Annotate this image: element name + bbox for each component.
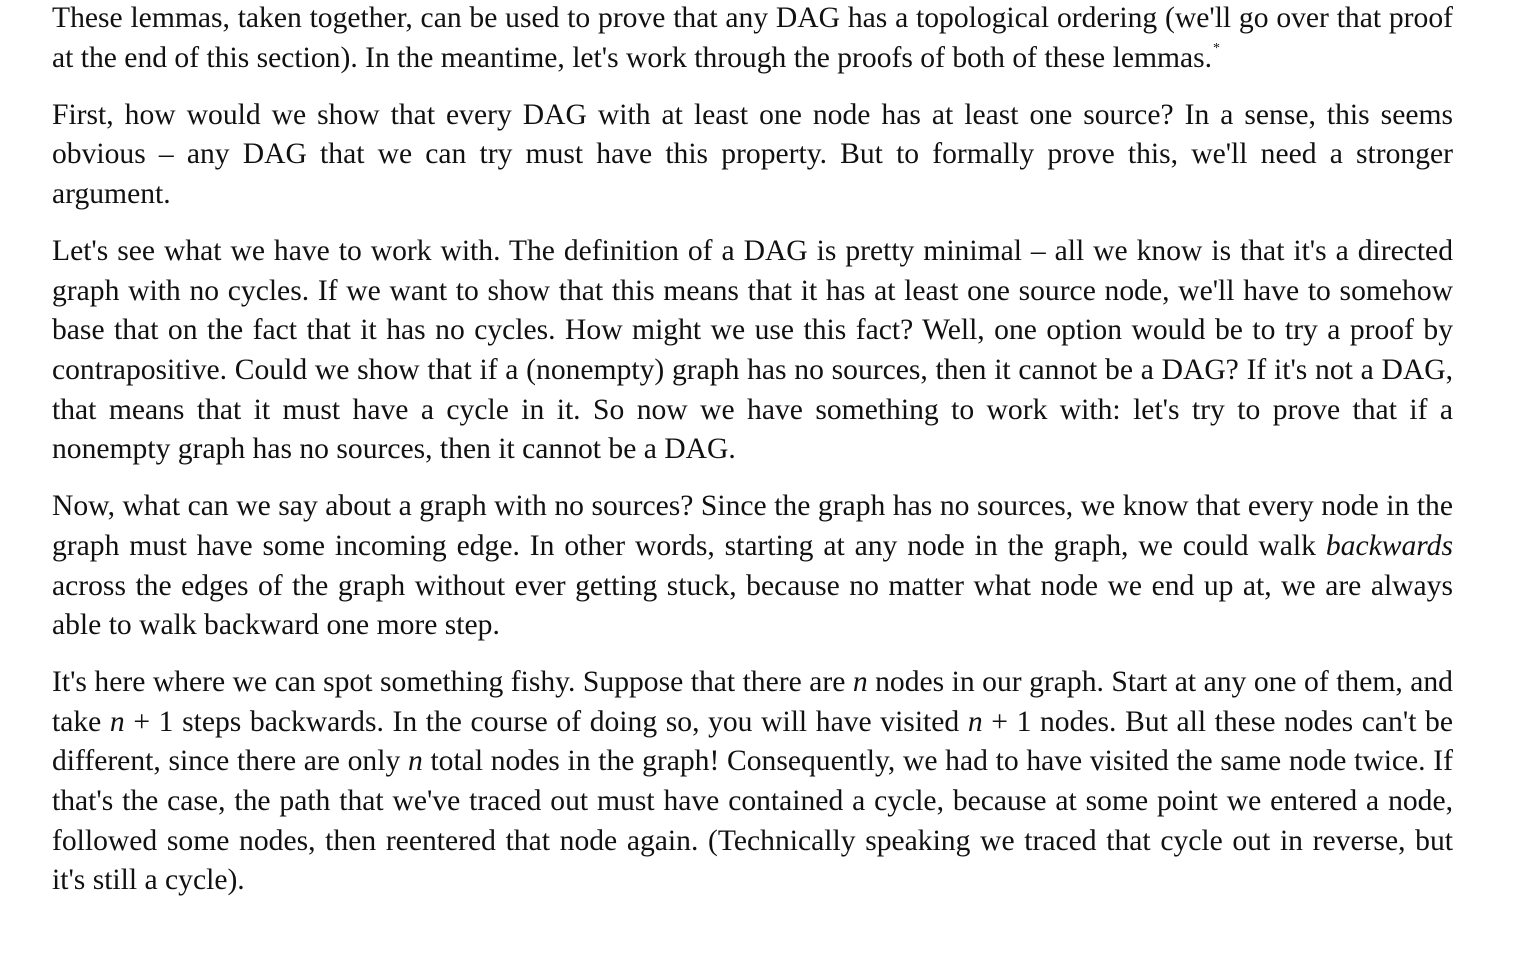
paragraph-text: These lemmas, taken together, can be used to prove that any DAG has a topological ordering (we'll go over that proof at the end of this section). In the meantime, let's work through the proofs of both of these lemmas.: [52, 2, 1453, 74]
paragraph-text: + 1 steps backwards. In the course of doing so, you will have visited: [124, 705, 968, 738]
paragraph-text: across the edges of the graph without ever getting stuck, because no matter what node we end up at, we are always able to walk backward one more step.: [52, 569, 1453, 642]
paragraph-text: total nodes in the graph! Consequently, we had to have visited the same node twice. If that's the case, the path that we've traced out must have contained a cycle, because at some point we entered a node, followed some nodes, then reentered that node again. (Technically speaking we traced that cycle out in reverse, but it's still a cycle).: [52, 745, 1453, 897]
paragraph-contrapositive: [52, 232, 1453, 470]
math-variable-n: n: [407, 745, 423, 778]
footnote-marker[interactable]: *: [1213, 40, 1221, 56]
math-variable-n: n: [852, 666, 868, 699]
paragraph-text: Now, what can we say about a graph with no sources? Since the graph has no sources, we know that every node in the graph must have some incoming edge. In other words, starting at any node in the graph, we could walk: [52, 490, 1453, 562]
paragraph-text: + 1 nodes. But all these nodes can't be different, since there are only: [52, 705, 1453, 778]
paragraph-text: nodes in our graph. Start at any one of them, and take: [52, 666, 1453, 738]
document-page: [52, 0, 1453, 918]
emphasis-text: backwards: [1325, 529, 1453, 562]
paragraph-text: It's here where we can spot something fishy. Suppose that there are: [52, 666, 853, 699]
paragraph-source-question: [52, 96, 1453, 215]
paragraph-lemmas-intro: [52, 0, 1453, 78]
math-variable-n: n: [109, 705, 125, 738]
paragraph-pigeonhole-argument: [52, 663, 1453, 901]
math-variable-n: n: [967, 705, 983, 738]
paragraph-walk-backwards: [52, 487, 1453, 645]
paragraph-text: Let's see what we have to work with. The definition of a DAG is pretty minimal – all we know is that it's a directed graph with no cycles. If we want to show that this means that it has at least one source node, we'll have to somehow base that on the fact that it has no cycles. How might we use this fact? Well, one option would be to try a proof by contrapositive. Could we show that if a (nonempty) graph has no sources, then it cannot be a DAG? If it's not a DAG, that means that it must have a cycle in it. So now we have something to work with: let's try to prove that if a nonempty graph has no sources, then it cannot be a DAG.: [52, 235, 1453, 466]
paragraph-text: First, how would we show that every DAG with at least one node has at least one source? In a sense, this seems obvious – any DAG that we can try must have this property. But to formally prove this, we'll need a stronger argument.: [52, 98, 1453, 210]
